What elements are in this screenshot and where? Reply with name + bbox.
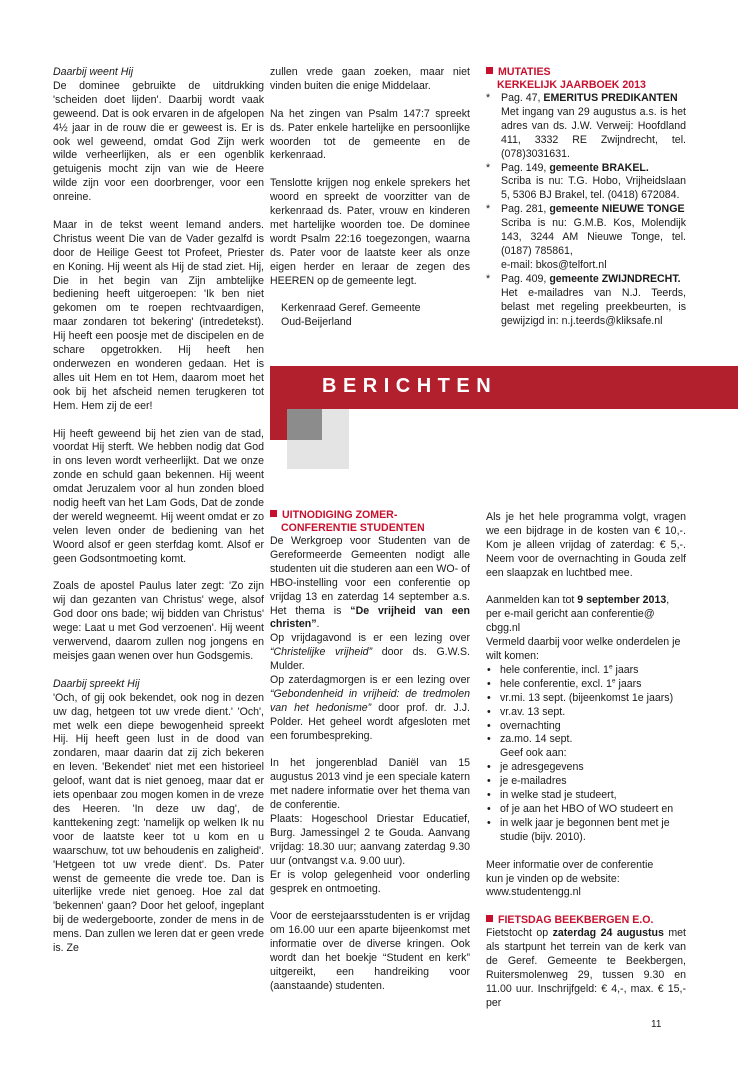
paragraph: Geef ook aan: bbox=[500, 747, 567, 760]
mutatie-item: * Pag. 281, gemeente NIEUWE TONGE Scriba is nu: G.M.B. Kos, Molendijk 143, 3244 AM Nieuwe Tonge, tel. (0187) 785861, e-mail: bkos@telfort.nl bbox=[486, 203, 686, 271]
paragraph: Hij heeft geweend bij het zien van de stad, voordat Hij sterft. We hebben nodig dat God in ons leven wordt verheerlijkt. Dat we onze zonde en schuld gaan bekennen. Hij weent omdat Jeruzalem voor al hun zonden bloed nodig heeft van het Lam Gods, Dat de zonde der wereld wegneemt. Hij weent omdat er zo velen leven onder de bediening van het Woord alsof er geen sterfdag komt. Alsof er geen Godsontmoeting komt. bbox=[53, 427, 264, 565]
paragraph: Tenslotte krijgen nog enkele sprekers het woord en spreekt de voorzitter van de kerkenraad ds. Pater, vrouw en kinderen met hartelijke woorden toe. De dominee wordt Psalm 22:16 toegezongen, waarna ds. Pater voor de laatste keer als onze eigen herder en leraar de zegen des HEEREN op de gemeente legt. bbox=[270, 177, 470, 287]
paragraph: Na het zingen van Psalm 147:7 spreekt ds. Pater enkele hartelijke en persoonlijke woorden tot de gemeente en de kerkenraad. bbox=[270, 107, 470, 162]
paragraph: Vermeld daarbij voor welke onderdelen je wilt komen: bbox=[486, 636, 681, 663]
square-bullet-icon bbox=[270, 510, 277, 517]
mutaties-section bbox=[486, 66, 686, 328]
list-item: • hele conferentie, incl. 1e jaars bbox=[487, 663, 639, 676]
list-item: • hele conferentie, excl. 1e jaars bbox=[487, 677, 642, 690]
paragraph: zullen vrede gaan zoeken, maar niet vinden buiten die enige Middelaar. bbox=[270, 66, 470, 92]
square-bullet-icon bbox=[486, 67, 493, 74]
list-item: • za.mo. 14 sept. bbox=[487, 733, 573, 746]
details-list bbox=[486, 761, 686, 844]
paragraph: Op zaterdagmorgen is er een lezing over “Gebondenheid in vrijheid: de tredmolen van het hedonisme” door prof. dr. J.J. Polder. Het geheel wordt afgesloten met een forumbespreking. bbox=[270, 674, 470, 742]
options-list bbox=[486, 664, 686, 747]
paragraph: Zoals de apostel Paulus later zegt: 'Zo zijn wij dan gezanten van Christus' wege, alsof God door ons bade; wij bidden van Christus' wege: Laat u met God verzoenen'. Hij weent verwervend, daarom zullen nog jongens en meisjes gaan wenen over hun Godsgemis. bbox=[53, 580, 264, 663]
paragraph: De dominee gebruikte de uitdrukking 'scheiden doet lijden'. Daarbij wordt vaak geweend. Dat is ook ervaren in de afgelopen 4½ jaar in de rouw die er geweest is. Er is ook wel geweend, omdat God Zijn werk wilde verheerlijken, als er een ogenblik getuigenis mocht zijn van wie de Heere wilde zijn voor een doorbrenger, voor een onreine. bbox=[53, 79, 264, 204]
banner-title: BERICHTEN bbox=[322, 375, 498, 397]
paragraph: Maar in de tekst weent Iemand anders. Christus weent Die van de Vader gezalfd is door de Heilige Geest tot Profeet, Priester en Koning. Hij weent als Hij de stad ziet. Hij, Die in het begin van Zijn ambtelijke bediening heeft uitgeroepen: 'Ik ben niet gekomen om te roepen rechtvaardigen, maar zondaren tot bekering' (intredetekst). Hij heeft een poosje met de discipelen en de schare opgetrokken. Hij heeft hen onderwezen en wonderen gedaan. Het is alles uit Hem en tot Hem, daarom moet het ook bij het afscheid nemen terugkeren tot Hem. Hem zij de eer! bbox=[53, 218, 264, 412]
list-item: • vr.av. 13 sept. bbox=[487, 705, 566, 718]
paragraph: Er is volop gelegenheid voor onderling gesprek en ontmoeting. bbox=[270, 868, 470, 895]
column-2 bbox=[270, 66, 470, 330]
email-link[interactable]: e-mail: bkos@telfort.nl bbox=[501, 258, 607, 271]
paragraph: Meer informatie over de conferentie bbox=[486, 858, 654, 871]
mutatie-item: * Pag. 149, gemeente BRAKEL. Scriba is nu: T.G. Hobo, Vrijheidslaan 5, 5306 BJ Brakel, tel. (0418) 672084. bbox=[486, 161, 686, 202]
list-item: • of je aan het HBO of WO studeert en bbox=[487, 803, 674, 816]
website-link[interactable]: www.studentengg.nl bbox=[486, 886, 581, 899]
paragraph: De Werkgroep voor Studenten van de Gereformeerde Gemeenten nodigt alle studenten uit die studeren aan een WO- of HBO-instelling voor een conferentie op vrijdag 13 en zaterdag 14 september a.s. Het thema is “De vrijheid van een christen”. bbox=[270, 535, 470, 631]
paragraph: kun je vinden op de website: bbox=[486, 872, 620, 885]
signature-line: Oud-Beijerland bbox=[281, 316, 352, 329]
list-item: • vr.mi. 13 sept. (bijeenkomst 1e jaars) bbox=[487, 691, 674, 704]
list-item: • je adresgegevens bbox=[487, 761, 584, 774]
paragraph: Plaats: Hogeschool Driestar Educatief, Burg. Jamessingel 2 te Gouda. Aanvang vrijdag: 18.30 uur; aanvang zaterdag 9.30 uur (ontvangst v.a. 9.00 uur). bbox=[270, 813, 470, 867]
signature-line: Kerkenraad Geref. Gemeente bbox=[281, 302, 421, 315]
paragraph: Fietstocht op zaterdag 24 augustus met als startpunt het terrein van de kerk van de Geref. Gemeente te Beekbergen, Ruitersmolenweg 29, tussen 9.30 en 11.00 uur. Inschrijfgeld: € 4,-, max. € 15,- per bbox=[486, 927, 687, 1009]
list-item: • overnachting bbox=[487, 719, 561, 732]
list-item: • in welke stad je studeert, bbox=[487, 789, 617, 802]
section-heading-line2: KERKELIJK JAARBOEK 2013 bbox=[497, 79, 646, 91]
section-heading: FIETSDAG BEEKBERGEN E.O. bbox=[486, 914, 686, 927]
list-item: • je e-mailadres bbox=[487, 775, 567, 788]
column-1 bbox=[53, 66, 264, 956]
list-item: • in welk jaar je begonnen bent met je studie (bijv. 2010). bbox=[487, 816, 670, 843]
paragraph: Voor de eerstejaarsstudenten is er vrijdag om 16.00 uur een aparte bijeenkomst met informatie over de diverse kringen. Ook wordt dan het boekje “Student en kerk” uitgereikt, een handreiking voor (aanstaande) studenten. bbox=[270, 910, 470, 992]
column-4 bbox=[486, 511, 686, 1011]
mutatie-item: * Pag. 47, EMERITUS PREDIKANTEN Met ingang van 29 augustus a.s. is het adres van ds. J.W. Verweij: Hoofdland 411, 3332 RE Zwijndrecht, tel. (078)3031631. bbox=[486, 92, 686, 160]
subheading-weent: Daarbij weent Hij bbox=[53, 66, 134, 78]
paragraph: In het jongerenblad Daniël van 15 augustus 2013 vind je een speciale katern met nadere informatie over het thema van de conferentie. bbox=[270, 757, 470, 812]
page-number: 11 bbox=[651, 1019, 662, 1030]
subheading-spreekt: Daarbij spreekt Hij bbox=[53, 677, 140, 690]
mutatie-item: * Pag. 409, gemeente ZWIJNDRECHT. Het e-mailadres van N.J. Teerds, belast met regeling preekbeurten, is gewijzigd in: n.j.teerds@kliksafe.nl bbox=[486, 272, 686, 327]
paragraph: 'Och, of gij ook bekendet, ook nog in dezen uw dag, hetgeen tot uw vrede dient.' 'Och', met welk een diepe bewogenheid spreekt Hij. Hij heeft geen lust in de dood van zondaren, maar daarin dat zij zich bekeren en leven. 'Bekendet' niet met een historieel geloof, want dat is niet genoeg, maar dat er iets openbaar zou mogen komen in de vreze des Heeren. 'In deze uw dag', de kanttekening zegt: 'namelijk op welken Ik nu voor de laatste keer tot u kom en u waarschuw, tot uw behoudenis en zaligheid'. 'Hetgeen tot uw vrede dient'. Ds. Pater wenst de gemeente die vrede toe. Dan is uiterlijke vrede niet genoeg. Hoe zal dat 'bekennen' gaan? Door het geloof, ingeplant bij de wedergeboorte, zonder de mens in de mens. Dan zullen we leren dat er geen vrede is. Ze bbox=[53, 691, 264, 955]
section-heading: MUTATIES bbox=[486, 66, 686, 79]
paragraph: Aanmelden kan tot 9 september 2013, per e-mail gericht aan conferentie@ cbgg.nl bbox=[486, 594, 670, 635]
uitnodiging-section bbox=[270, 509, 470, 994]
section-heading-line2: CONFERENTIE STUDENTEN bbox=[281, 522, 425, 534]
paragraph: Op vrijdagavond is er een lezing over “Christelijke vrijheid” door ds. G.W.S. Mulder. bbox=[270, 632, 470, 673]
square-bullet-icon bbox=[486, 915, 493, 922]
section-heading: UITNODIGING ZOMER- bbox=[270, 509, 470, 522]
banner-decoration-grey bbox=[287, 409, 322, 440]
paragraph: Als je het hele programma volgt, vragen we een bijdrage in de kosten van € 10,-. Kom je alleen vrijdag of zaterdag: € 5,-. Neem voor de overnachting in Gouda zelf een slaapzak en luchtbed mee. bbox=[486, 511, 686, 579]
banner-decoration-red bbox=[270, 366, 287, 440]
